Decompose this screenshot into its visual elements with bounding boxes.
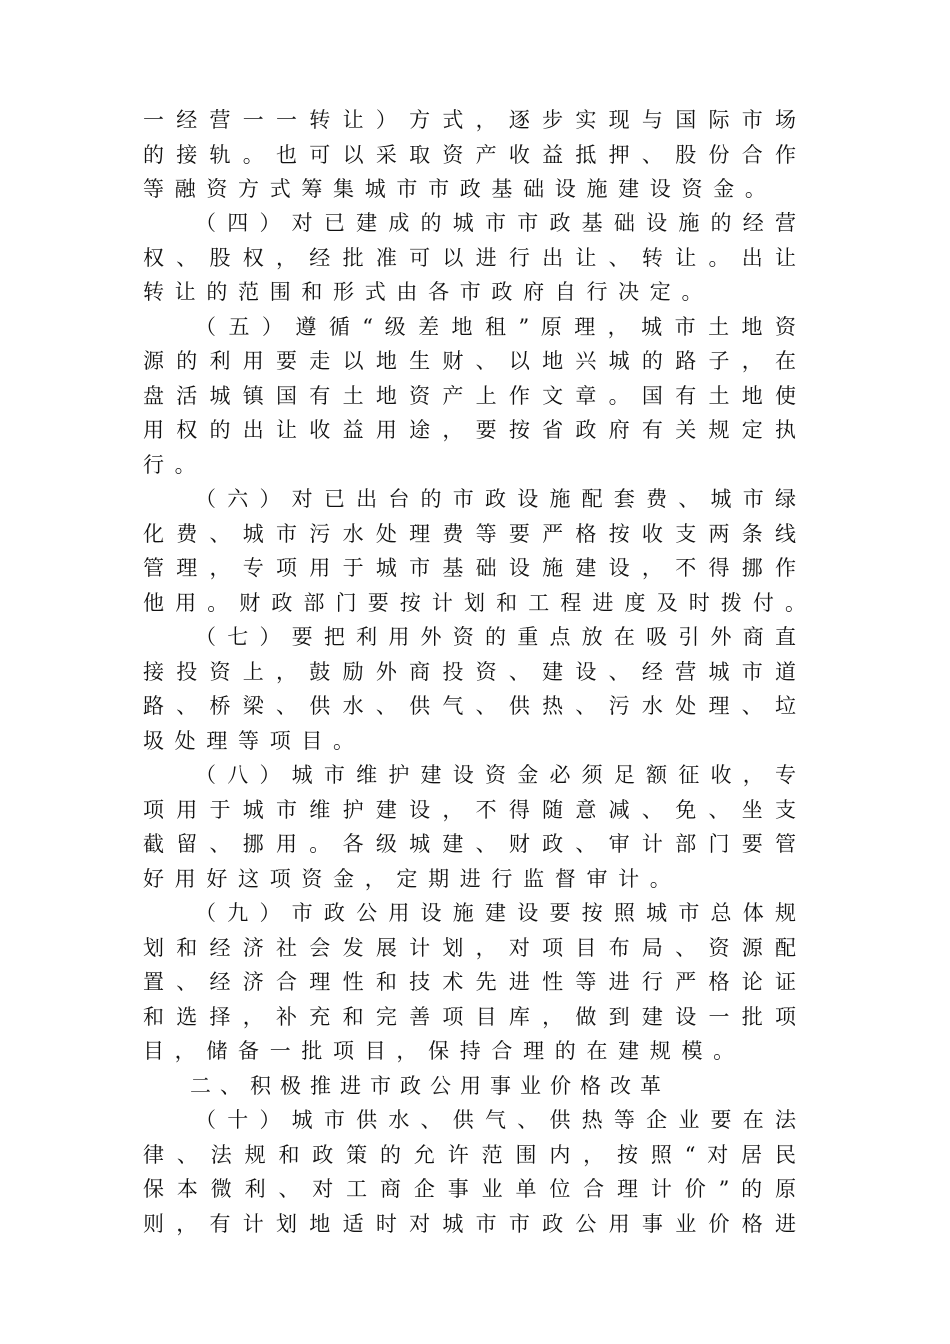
paragraph-start-line: （ 十 ） 城 市 供 水 、 供 气 、 供 热 等 企 业 要 在 法	[195, 1108, 798, 1132]
text-line: 置 、 经 济 合 理 性 和 技 术 先 进 性 等 进 行 严 格 论 证	[143, 970, 798, 994]
text-line: 路 、 桥 梁 、 供 水 、 供 气 、 供 热 、 污 水 处 理 、 垃	[143, 694, 798, 718]
text-line: 转 让 的 范 围 和 形 式 由 各 市 政 府 自 行 决 定 。	[143, 280, 705, 304]
text-line: 项 用 于 城 市 维 护 建 设 ， 不 得 随 意 减 、 免 、 坐 支	[143, 798, 798, 822]
paragraph-start-line: （ 六 ） 对 已 出 台 的 市 政 设 施 配 套 费 、 城 市 绿	[195, 487, 798, 511]
text-line: 他 用 。 财 政 部 门 要 按 计 划 和 工 程 进 度 及 时 拨 付 。	[143, 591, 808, 615]
text-line: 管 理 ， 专 项 用 于 城 市 基 础 设 施 建 设 ， 不 得 挪 作	[143, 556, 798, 580]
paragraph-start-line: （ 五 ） 遵 循 “ 级 差 地 租 ” 原 理 ， 城 市 土 地 资	[195, 315, 798, 339]
paragraph-start-line: （ 九 ） 市 政 公 用 设 施 建 设 要 按 照 城 市 总 体 规	[195, 901, 798, 925]
text-line: 源 的 利 用 要 走 以 地 生 财 、 以 地 兴 城 的 路 子 ， 在	[143, 349, 798, 373]
text-line: 律 、 法 规 和 政 策 的 允 许 范 围 内 ， 按 照 “ 对 居 民	[143, 1143, 798, 1167]
text-line: 圾 处 理 等 项 目 。	[143, 729, 357, 753]
text-line: 化 费 、 城 市 污 水 处 理 费 等 要 严 格 按 收 支 两 条 线	[143, 522, 798, 546]
text-line: 一 经 营 一 一 转 让 ） 方 式 ， 逐 步 实 现 与 国 际 市 场	[143, 108, 798, 132]
text-line: 用 权 的 出 让 收 益 用 途 ， 要 按 省 政 府 有 关 规 定 执	[143, 418, 798, 442]
section-heading: 二、积极推进市政公用事业价格改革	[190, 1074, 670, 1098]
text-line: 划 和 经 济 社 会 发 展 计 划 ， 对 项 目 布 局 、 资 源 配	[143, 936, 798, 960]
paragraph-start-line: （ 八 ） 城 市 维 护 建 设 资 金 必 须 足 额 征 收 ， 专	[195, 763, 798, 787]
text-line: 目 ， 储 备 一 批 项 目 ， 保 持 合 理 的 在 建 规 模 。	[143, 1039, 737, 1063]
text-line: 接 投 资 上 ， 鼓 励 外 商 投 资 、 建 设 、 经 营 城 市 道	[143, 660, 798, 684]
text-line: 和 选 择 ， 补 充 和 完 善 项 目 库 ， 做 到 建 设 一 批 项	[143, 1005, 798, 1029]
text-line: 好 用 好 这 项 资 金 ， 定 期 进 行 监 督 审 计 。	[143, 867, 673, 891]
text-line: 行 。	[143, 453, 198, 477]
paragraph-start-line: （ 四 ） 对 已 建 成 的 城 市 市 政 基 础 设 施 的 经 营	[195, 211, 798, 235]
text-line: 则 ， 有 计 划 地 适 时 对 城 市 市 政 公 用 事 业 价 格 进	[143, 1212, 798, 1236]
text-line: 权 、 股 权 ， 经 批 准 可 以 进 行 出 让 、 转 让 。 出 让	[143, 246, 798, 270]
text-line: 的 接 轨 。 也 可 以 采 取 资 产 收 益 抵 押 、 股 份 合 作	[143, 143, 798, 167]
text-line: 等 融 资 方 式 筹 集 城 市 市 政 基 础 设 施 建 设 资 金 。	[143, 177, 768, 201]
paragraph-start-line: （ 七 ） 要 把 利 用 外 资 的 重 点 放 在 吸 引 外 商 直	[195, 625, 798, 649]
text-line: 盘 活 城 镇 国 有 土 地 资 产 上 作 文 章 。 国 有 土 地 使	[143, 384, 798, 408]
text-line: 保 本 微 利 、 对 工 商 企 事 业 单 位 合 理 计 价 ” 的 原	[143, 1177, 798, 1201]
text-line: 截 留 、 挪 用 。 各 级 城 建 、 财 政 、 审 计 部 门 要 管	[143, 832, 798, 856]
